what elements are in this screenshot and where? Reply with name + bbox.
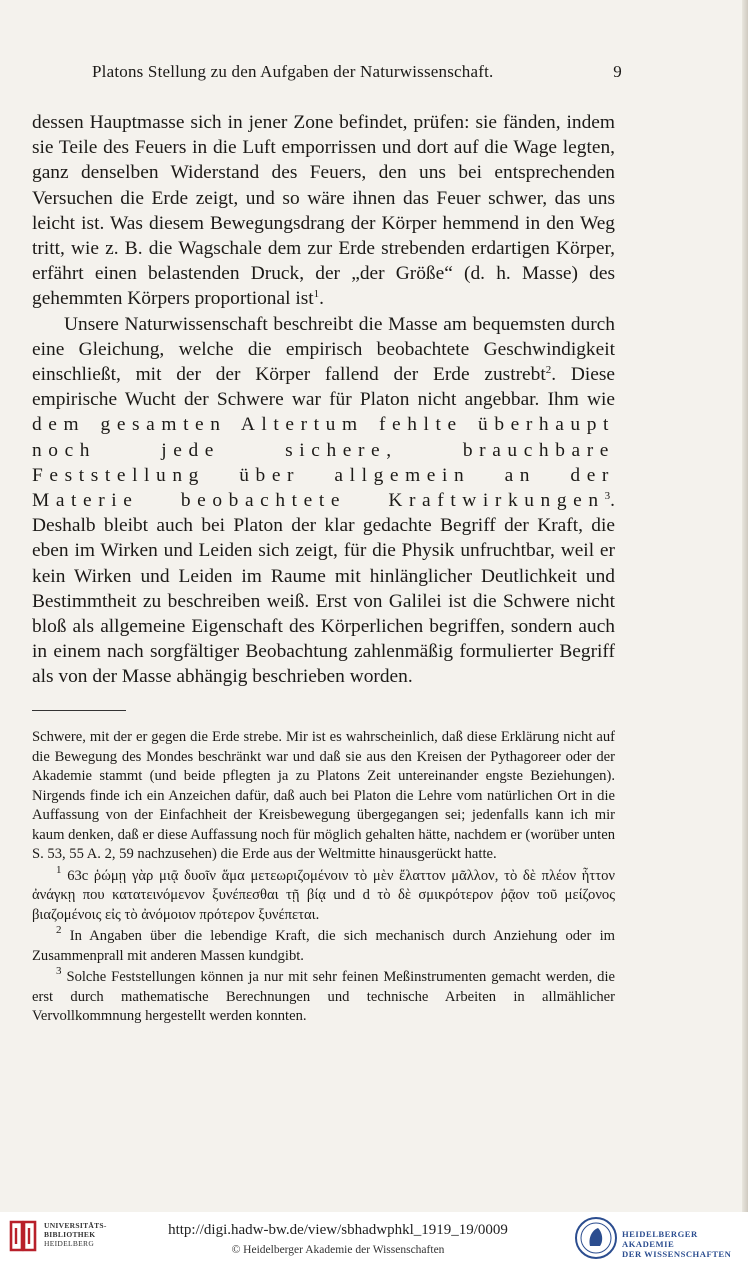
paragraph-2-text-a: Unsere Naturwissenschaft beschreibt die Masse am bequemsten durch eine Gleichung, welche die empirisch beobachtete Geschwindigkeit einschließt, mit der der Körper fallend der Erde zustrebt [32,313,615,386]
paragraph-2-text-c: . Deshalb bleibt auch bei Platon der klar gedachte Begriff der Kraft, die eben im Wirken und Leiden sich zeigt, für die Physik unfruchtbar, weil er kein Wirken und Leiden im Raume mit hinlänglicher Deutlichkeit und Bestimmtheit zu beschreiben weiß. Erst von Galilei ist die Schwere nicht bloß als allgemeine Eigenschaft des Körperlichen begriffen, sondern auch in einem nach sorgfältiger Beobachtung zahlenmäßig formulierter Begriff als von der Masse abhängig beschrieben worden. [32,490,615,688]
emphasized-text: dem gesamten Altertum fehlte überhaupt noch jede sichere, brauchbare Feststellung über allgemein an der Materie beobachtete Kraftwirkungen [32,414,615,512]
footnote-3 [32,965,616,1027]
footnote-ref-2: 2 [545,364,552,377]
footnote-1 [32,863,616,926]
paragraph-1-end: . [319,288,324,310]
university-library-logo-icon[interactable] [8,1218,38,1254]
footnote-ref-1: 1 [313,288,320,301]
copyright-notice: © Heidelberger Akademie der Wissenschaften [231,1244,445,1256]
footnote-1-text: 63c ῥώμῃ γὰρ μιᾷ δυοῖν ἅμα μετεωριζομένοιν τὸ μὲν ἔλαττον μᾶλλον, τὸ δὲ πλέον ἧττον ἀνάγκῃ που κατατεινόμενον ξυνέπεσθαι τῇ βίᾳ und d τὸ δὲ σμικρότερον ῥᾷον τοῦ μείζονος βιαζομένοις εἰς τὸ ἀνόμοιον πρότερον ξυνέπεται. [32,867,616,923]
footnote-ref-3: 3 [604,490,611,503]
paragraph-2 [32,312,615,690]
paragraph-1-text: dessen Hauptmasse sich in jener Zone befindet, prüfen: sie fänden, indem sie Teile des Feuers in die Luft emporrissen und dort auf die Wage legten, ganz denselben Widerstand des Feuers, den uns bei entsprechenden Versuchen die Erde zeigt, und so wäre ihnen das Feuer schwer, das uns leicht ist. Was diesem Bewegungsdrang der Körper hemmend in den Weg tritt, wie z. B. die Wagschale dem zur Erde strebenden erdartigen Körper, erfährt einen belastenden Druck, der „der Größe“ (d. h. Masse) des gehemmten Körpers proportional ist [32,112,615,310]
hadw-line-1: HEIDELBERGER AKADEMIE [622,1229,698,1249]
ub-line-3: HEIDELBERG [44,1238,95,1248]
footnote-1-mark: 1 [56,863,62,876]
page-edge [742,0,748,1212]
university-library-label[interactable] [44,1222,107,1248]
footnote-divider [32,710,126,711]
page-number: 9 [613,62,622,81]
paragraph-2-text-b: . Diese empirische Wucht der Schwere war für Platon nicht angebbar. Ihm wie [32,364,615,411]
footnote-2-text: In Angaben über die lebendige Kraft, die sich mechanisch durch Anziehung oder im Zusammenprall mit anderen Massen kundgibt. [32,928,615,964]
footnote-continued: Schwere, mit der er gegen die Erde strebe. Mir ist es wahrscheinlich, daß diese Erklärung nicht auf die Bewegung des Mondes beschränkt war und daß sie aus den Kreisen der Pythagoreer oder der Akademie stammt (und beide pflegten ja zu Platons Zeit untereinander engste Beziehungen). Nirgends finde ich ein Anzeichen dafür, daß auch bei Platon die Lehre vom natürlichen Ort in die Auffassung von der Einfachheit der Kreisbewegung übergegangen sei; jedenfalls kann ich mir kaum denken, daß er diese Auffassung noch für möglich gehalten hätte, nachdem er (worüber unten S. 53, 55 A. 2, 59 nachzusehen) die Erde aus der Weltmitte hinausgerückt hatte. [32,729,615,862]
footnotes [32,728,615,1027]
hadw-line-2: DER WISSENSCHAFTEN [622,1249,732,1259]
ub-line-2: BIBLIOTHEK [44,1229,96,1239]
footnote-2 [32,924,615,966]
ub-line-1: UNIVERSITÄTS- [44,1221,107,1230]
academy-seal-icon[interactable] [574,1216,618,1260]
main-text [32,110,615,690]
footnote-3-text: Solche Feststellungen können ja nur mit sehr feinen Meßinstrumenten gemacht werden, die erst durch mathematische Berechnungen und technische Arbeiten in allmählicher Vervollkommnung hergestellt werden konnten. [32,969,616,1024]
permalink-url[interactable]: http://digi.hadw-bw.de/view/sbhadwphkl_1919_19/0009 [168,1222,508,1238]
running-head-title: Platons Stellung zu den Aufgaben der Naturwissenschaft. [92,62,494,81]
academy-label[interactable] [622,1229,748,1259]
paragraph-1 [32,110,615,312]
footnote-2-mark: 2 [56,924,62,936]
footnote-3-mark: 3 [56,965,62,977]
